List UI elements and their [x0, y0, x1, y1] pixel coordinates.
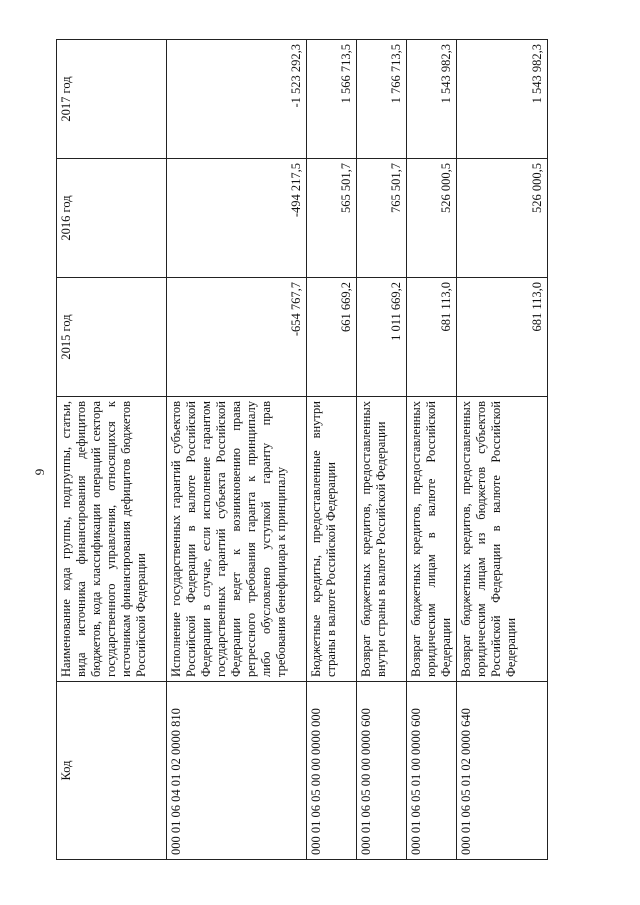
row-2017: 1 766 713,5	[357, 40, 407, 159]
row-name: Возврат бюджетных кредитов, предоставленных юридическим лицам из бюджетов субъектов Российской Федерации в валюте Российской Федерации	[457, 397, 548, 682]
budget-sources-table	[56, 39, 548, 860]
table-row	[357, 40, 407, 860]
row-2017: 1 566 713,5	[307, 40, 357, 159]
row-code: 000 01 06 05 01 02 0000 640	[457, 682, 548, 860]
row-2016: 526 000,5	[457, 159, 548, 278]
table-row	[407, 40, 457, 860]
row-code: 000 01 06 05 00 00 0000 600	[357, 682, 407, 860]
row-2017: -1 523 292,3	[167, 40, 307, 159]
row-2016: -494 217,5	[167, 159, 307, 278]
row-name: Возврат бюджетных кредитов, предоставленных внутри страны в валюте Российской Федерации	[357, 397, 407, 682]
row-2015: 661 669,2	[307, 278, 357, 397]
page-number: 9	[32, 468, 47, 476]
row-name: Возврат бюджетных кредитов, предоставленных юридическим лицам в валюте Российской Федерации	[407, 397, 457, 682]
header-2016: 2016 год	[57, 159, 167, 278]
table-header-row	[57, 40, 167, 860]
row-2016: 565 501,7	[307, 159, 357, 278]
row-2015: -654 767,7	[167, 278, 307, 397]
header-2017: 2017 год	[57, 40, 167, 159]
table-row	[307, 40, 357, 860]
table-row	[457, 40, 548, 860]
header-code: Код	[57, 682, 167, 860]
header-2015: 2015 год	[57, 278, 167, 397]
row-name: Исполнение государственных гарантий субъектов Российской Федерации в валюте Российской Федерации в случае, если исполнение гарантом государственных гарантий субъекта Российской Федерации ведет к возникновению права регрессного требования гаранта к принципалу либо обусловлено уступкой гаранту прав требования бенефициара к принципалу	[167, 397, 307, 682]
header-name: Наименование кода группы, подгруппы, статьи, вида источника финансирования дефицитов бюджетов, кода классификации операций сектора государственного управления, относящихся к источникам финансирования дефицитов бюджетов Российской Федерации	[57, 397, 167, 682]
row-2015: 681 113,0	[457, 278, 548, 397]
row-2017: 1 543 982,3	[407, 40, 457, 159]
row-2015: 681 113,0	[407, 278, 457, 397]
row-2016: 765 501,7	[357, 159, 407, 278]
table-row	[167, 40, 307, 860]
budget-sources-table-frame	[56, 40, 548, 860]
row-code: 000 01 06 05 00 00 0000 000	[307, 682, 357, 860]
row-2016: 526 000,5	[407, 159, 457, 278]
row-code: 000 01 06 05 01 00 0000 600	[407, 682, 457, 860]
row-2017: 1 543 982,3	[457, 40, 548, 159]
row-2015: 1 011 669,2	[357, 278, 407, 397]
row-name: Бюджетные кредиты, предоставленные внутри страны в валюте Российской Федерации	[307, 397, 357, 682]
row-code: 000 01 06 04 01 02 0000 810	[167, 682, 307, 860]
